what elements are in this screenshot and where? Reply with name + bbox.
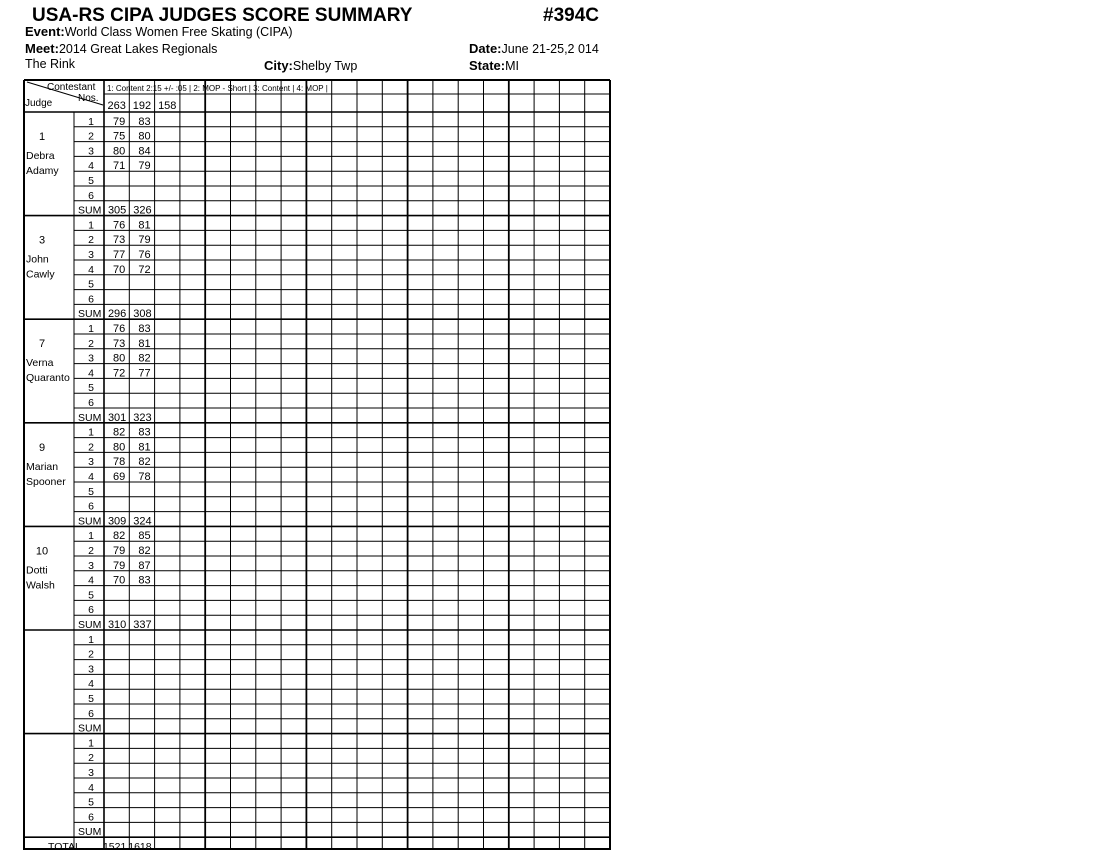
judge-first-name: John <box>26 253 49 266</box>
score-cell: 80 <box>138 130 151 143</box>
judge-number: 9 <box>38 441 46 454</box>
judge-first-name: Verna <box>26 357 54 370</box>
score-cell: 83 <box>138 115 151 128</box>
score-cell: 83 <box>138 426 151 439</box>
page-title: USA-RS CIPA JUDGES SCORE SUMMARY <box>32 5 413 26</box>
row-index: 3 <box>88 145 94 158</box>
judge-last-name: Cawly <box>26 268 55 281</box>
row-index: 1 <box>88 426 94 439</box>
contestant-number: 263 <box>107 100 126 112</box>
sum-label: SUM <box>78 515 102 528</box>
row-index: 4 <box>88 160 94 173</box>
sum-cell: 326 <box>133 204 152 217</box>
total-cell: 1521 <box>102 841 127 850</box>
city-label: City: <box>264 58 293 73</box>
score-cell: 71 <box>113 160 126 173</box>
row-index: 3 <box>88 352 94 365</box>
nos-header: Nos. <box>78 93 99 104</box>
form-number: #394C <box>543 5 599 26</box>
row-index: 1 <box>88 530 94 543</box>
row-index: 3 <box>88 249 94 261</box>
event-label: Event: <box>25 24 65 39</box>
row-index: 5 <box>88 796 94 809</box>
judge-last-name: Quaranto <box>26 372 70 385</box>
row-index: 6 <box>88 707 94 720</box>
row-index: 1 <box>88 323 94 335</box>
score-cell: 76 <box>138 249 151 261</box>
sum-label: SUM <box>78 619 102 631</box>
score-cell: 83 <box>138 574 151 587</box>
date-value: June 21-25,2 014 <box>501 42 599 56</box>
row-index: 4 <box>88 263 94 276</box>
contestant-number: 192 <box>132 100 152 112</box>
score-cell: 84 <box>138 145 151 158</box>
meet-value: 2014 Great Lakes Regionals <box>58 42 218 56</box>
row-index: 3 <box>88 663 94 676</box>
sum-label: SUM <box>78 722 102 735</box>
score-cell: 76 <box>113 219 126 232</box>
row-index: 5 <box>88 485 94 498</box>
judge-last-name: Spooner <box>26 475 66 488</box>
state-label: State: <box>469 58 506 73</box>
meet-label: Meet: <box>25 41 59 56</box>
sum-label: SUM <box>78 411 102 424</box>
sum-label: SUM <box>78 308 102 321</box>
score-cell: 75 <box>113 130 126 143</box>
row-index: 5 <box>88 693 94 705</box>
score-cell: 80 <box>113 441 126 454</box>
sum-cell: 324 <box>133 515 152 528</box>
row-index: 2 <box>88 752 94 765</box>
row-index: 3 <box>88 456 94 469</box>
score-cell: 69 <box>113 471 126 483</box>
score-cell: 81 <box>138 441 151 454</box>
row-index: 4 <box>88 471 94 483</box>
row-index: 2 <box>88 648 94 661</box>
score-cell: 85 <box>138 530 151 543</box>
judge-number: 1 <box>38 131 46 143</box>
row-index: 6 <box>88 811 94 824</box>
row-index: 4 <box>88 574 94 587</box>
score-cell: 87 <box>138 559 151 572</box>
row-index: 4 <box>88 678 94 691</box>
score-cell: 79 <box>138 234 151 247</box>
row-index: 2 <box>88 130 94 143</box>
score-cell: 80 <box>113 145 126 158</box>
row-index: 2 <box>88 545 94 557</box>
row-index: 5 <box>88 382 94 395</box>
judge-number: 3 <box>38 234 46 247</box>
row-index: 4 <box>88 367 94 380</box>
row-index: 1 <box>88 633 94 646</box>
row-index: 3 <box>88 767 94 779</box>
judge-first-name: Debra <box>26 150 55 162</box>
date-label: Date: <box>469 41 502 56</box>
row-index: 1 <box>88 219 94 232</box>
sum-label: SUM <box>78 826 102 839</box>
score-cell: 79 <box>113 115 126 128</box>
row-index: 6 <box>88 500 94 513</box>
score-cell: 79 <box>138 160 151 173</box>
row-index: 3 <box>88 559 94 572</box>
legend-text: 1: Content 2:15 +/- :05 | 2: MOP - Short | 3: Content | 4: MOP | <box>107 84 328 93</box>
row-index: 5 <box>88 278 94 291</box>
score-cell: 72 <box>138 263 151 276</box>
sum-cell: 323 <box>133 411 152 424</box>
score-cell: 79 <box>113 545 126 557</box>
row-index: 5 <box>88 589 94 602</box>
row-index: 2 <box>88 441 94 454</box>
total-cell: 1618 <box>128 841 152 850</box>
score-cell: 72 <box>113 367 126 380</box>
sum-cell: 305 <box>107 204 127 217</box>
score-cell: 81 <box>138 219 151 232</box>
score-cell: 73 <box>113 234 126 247</box>
sum-cell: 309 <box>107 515 127 528</box>
score-cell: 82 <box>138 545 151 557</box>
judge-number: 10 <box>35 545 49 558</box>
score-cell: 82 <box>113 530 126 543</box>
judge-first-name: Dotti <box>26 564 48 577</box>
row-index: 1 <box>88 737 94 750</box>
sum-cell: 301 <box>107 411 127 424</box>
judge-header: Judge <box>25 98 53 109</box>
sum-label: SUM <box>78 204 102 217</box>
sum-cell: 308 <box>133 308 152 321</box>
score-cell: 80 <box>113 352 126 365</box>
score-cell: 82 <box>113 426 126 439</box>
rink-name: The Rink <box>25 57 76 71</box>
score-cell: 77 <box>113 249 126 261</box>
row-index: 6 <box>88 604 94 617</box>
score-cell: 70 <box>113 574 126 587</box>
contestant-number: 158 <box>158 100 177 112</box>
row-index: 4 <box>88 781 94 794</box>
score-cell: 81 <box>138 337 151 350</box>
total-label: TOTAL <box>48 841 81 850</box>
row-index: 6 <box>88 397 94 409</box>
row-index: 1 <box>88 115 94 128</box>
score-cell: 82 <box>138 456 151 469</box>
state-value: MI <box>505 59 520 73</box>
score-cell: 76 <box>113 323 126 335</box>
sum-cell: 310 <box>107 619 127 631</box>
row-index: 2 <box>88 337 94 350</box>
city-value: Shelby Twp <box>292 59 358 73</box>
judge-number: 7 <box>38 338 46 351</box>
row-index: 5 <box>88 175 94 187</box>
sum-cell: 296 <box>107 308 127 321</box>
row-index: 6 <box>88 293 94 306</box>
event-value: World Class Women Free Skating (CIPA) <box>64 25 293 39</box>
score-cell: 82 <box>138 352 151 365</box>
row-index: 6 <box>88 189 94 202</box>
judge-last-name: Adamy <box>26 165 59 177</box>
score-cell: 79 <box>113 559 126 572</box>
judge-last-name: Walsh <box>26 579 55 592</box>
row-index: 2 <box>88 234 94 247</box>
score-cell: 73 <box>113 337 126 350</box>
sum-cell: 337 <box>133 619 152 631</box>
contestant-header: Contestant <box>47 82 96 93</box>
score-cell: 78 <box>113 456 126 469</box>
score-cell: 78 <box>138 471 151 483</box>
score-cell: 70 <box>113 263 126 276</box>
score-cell: 83 <box>138 323 151 335</box>
score-cell: 77 <box>138 367 151 380</box>
judge-first-name: Marian <box>26 460 59 473</box>
